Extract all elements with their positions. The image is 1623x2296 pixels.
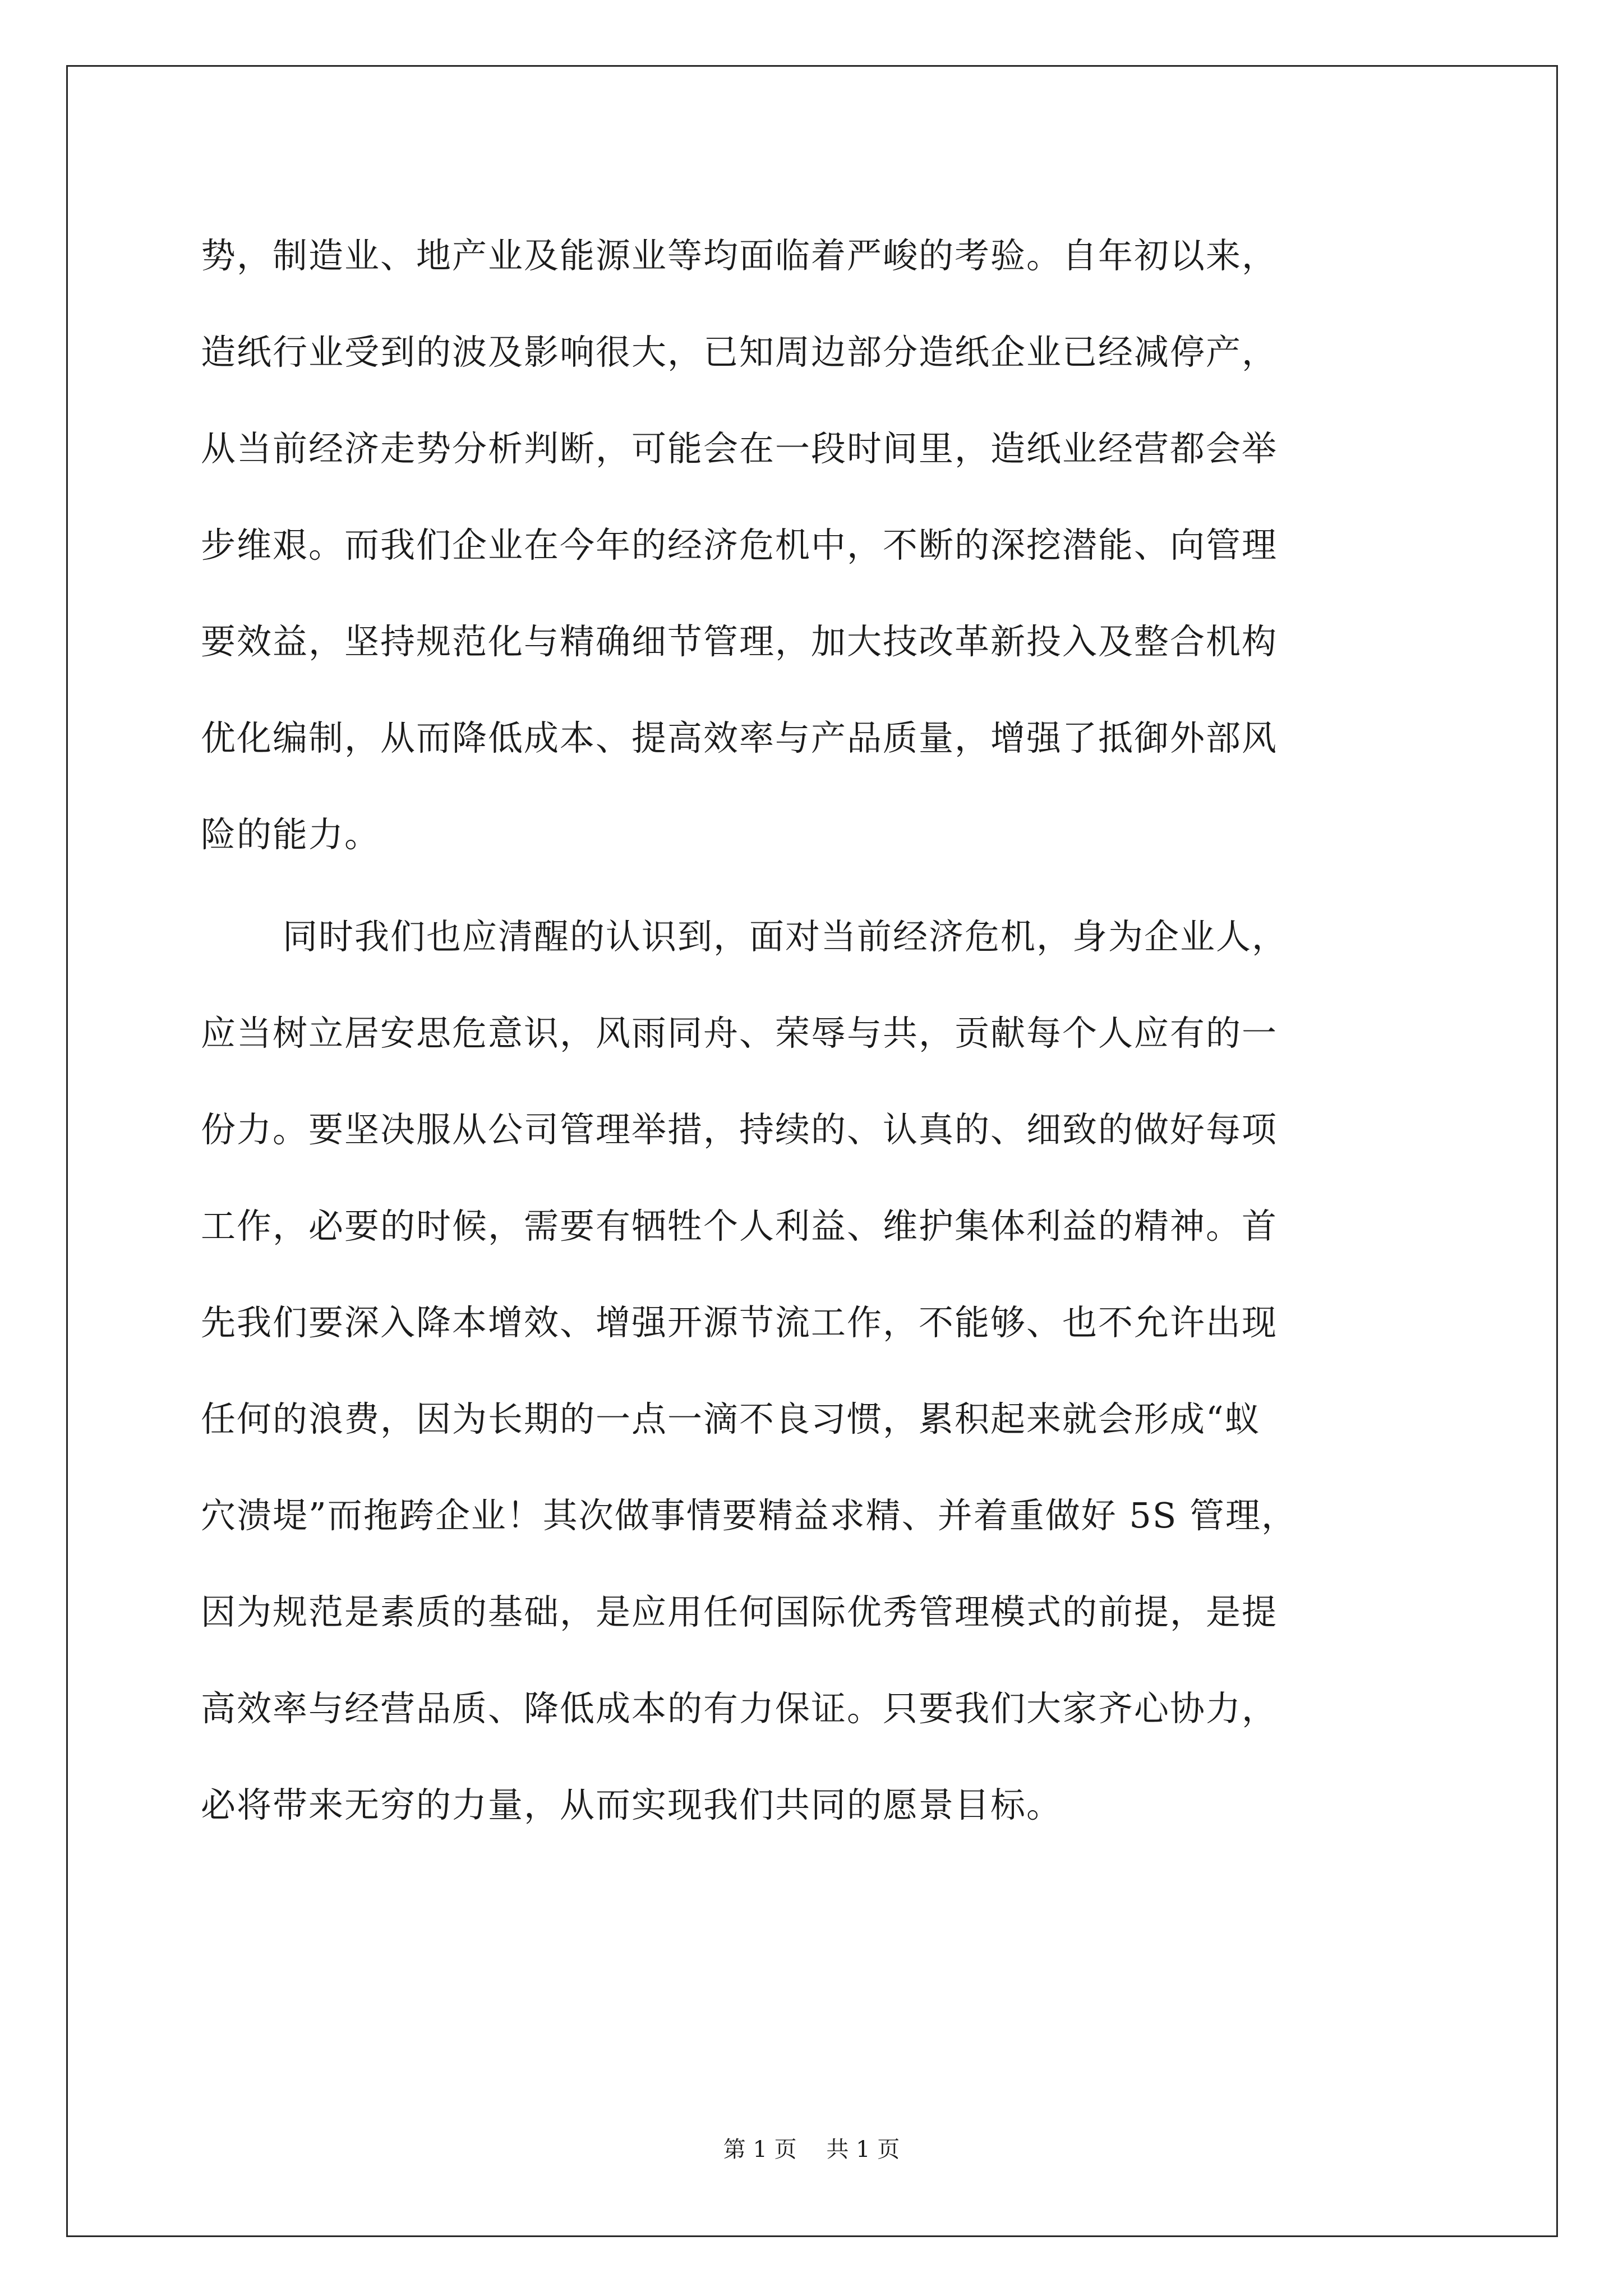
paragraph-1-line-2: 造纸行业受到的波及影响很大，已知周边部分造纸企业已经减停产， — [201, 332, 1278, 372]
paragraph-2-line-2: 应当树立居安思危意识，风雨同舟、荣辱与共，贡献每个人应有的一 — [201, 1013, 1278, 1053]
paragraph-2-line-1: 同时我们也应清醒的认识到，面对当前经济危机，身为企业人， — [283, 916, 1288, 957]
paragraph-1-line-1: 势，制造业、地产业及能源业等均面临着严峻的考验。自年初以来， — [201, 235, 1278, 276]
document-body — [201, 208, 1435, 1853]
paragraph-2-line-9: 高效率与经营品质、降低成本的有力保证。只要我们大家齐心协力， — [201, 1688, 1278, 1729]
paragraph-2-line-6: 任何的浪费，因为长期的一点一滴不良习惯，累积起来就会形成“蚁 — [201, 1398, 1261, 1439]
paragraph-2-line-7: 穴溃堤”而拖跨企业！其次做事情要精益求精、并着重做好 5S 管理， — [201, 1495, 1298, 1536]
paragraph-2-line-8: 因为规范是素质的基础，是应用任何国际优秀管理模式的前提，是提 — [201, 1591, 1278, 1632]
page-number: 第 1 页 — [723, 2137, 797, 2162]
paragraph-1-line-4: 步维艰。而我们企业在今年的经济危机中，不断的深挖潜能、向管理 — [201, 524, 1278, 565]
paragraph-2-line-5: 先我们要深入降本增效、增强开源节流工作，不能够、也不允许出现 — [201, 1302, 1278, 1343]
paragraph-1-line-5: 要效益，坚持规范化与精确细节管理，加大技改革新投入及整合机构 — [201, 621, 1278, 662]
paragraph-2-line-4: 工作，必要的时候，需要有牺牲个人利益、维护集体利益的精神。首 — [201, 1205, 1278, 1246]
paragraph-2-line-3: 份力。要坚决服从公司管理举措，持续的、认真的、细致的做好每项 — [201, 1109, 1278, 1150]
page-total: 共 1 页 — [826, 2137, 900, 2162]
paragraph-1-line-7: 险的能力。 — [201, 814, 381, 855]
paragraph-1-line-6: 优化编制，从而降低成本、提高效率与产品质量，增强了抵御外部风 — [201, 717, 1278, 758]
page-footer — [0, 2132, 1623, 2164]
paragraph-1-line-3: 从当前经济走势分析判断，可能会在一段时间里，造纸业经营都会举 — [201, 428, 1278, 469]
paragraph-2-line-10: 必将带来无穷的力量，从而实现我们共同的愿景目标。 — [201, 1784, 1063, 1825]
